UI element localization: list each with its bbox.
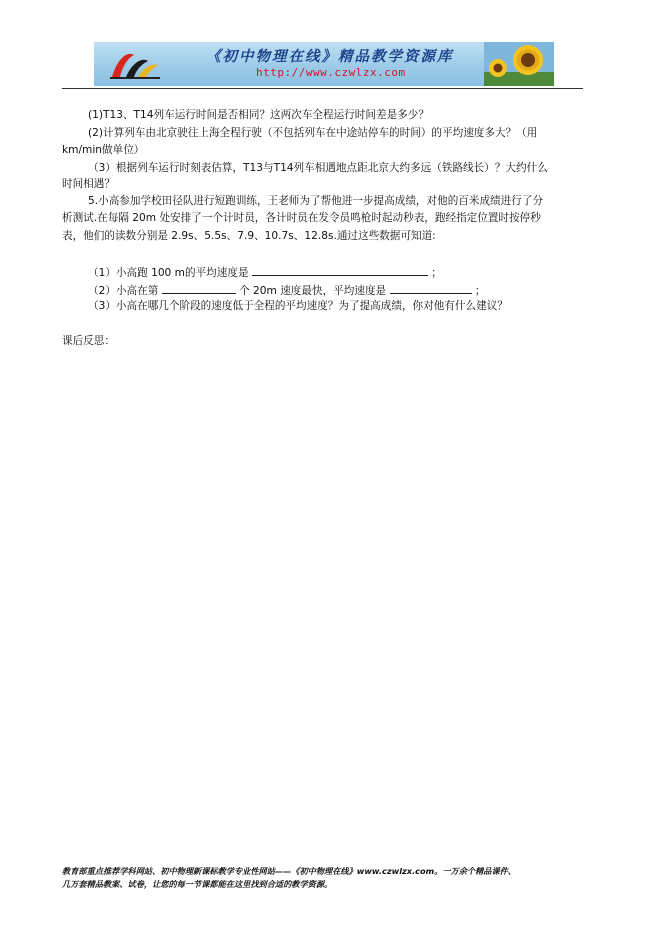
banner-title: 《初中物理在线》精品教学资源库 (206, 48, 454, 65)
sub-question-3: （3）小高在哪几个阶段的速度低于全程的平均速度？为了提高成绩，你对他有什么建议？ (88, 300, 508, 312)
answer-blank-segment-speed[interactable] (390, 283, 472, 294)
question-3-line-2: 时间相遇？ (62, 178, 115, 190)
problem-5-line-1: 5.小高参加学校田径队进行短跑训练，王老师为了帮他进一步提高成绩，对他的百米成绩进行了分 (88, 195, 544, 207)
problem-5-line-2: 析测试.在每隔 20m 处安排了一个计时员，各计时员在发令员鸣枪时起动秒表，跑经指定位置时按停秒 (62, 212, 541, 224)
sunflower-image (484, 42, 554, 86)
answer-blank-avg-speed[interactable] (252, 265, 428, 276)
question-1: (1)T13、T14列车运行时间是否相同？这两次车全程运行时间差是多少？ (88, 109, 429, 121)
problem-5-line-3: 表，他们的读数分别是 2.9s、5.5s、7.9、10.7s、12.8s.通过这些数据可知道: (62, 230, 436, 242)
banner-url[interactable]: http://www.czwlzx.com (256, 66, 406, 79)
sub-question-1-end: ； (431, 267, 442, 279)
header-divider (62, 88, 583, 89)
answer-blank-segment[interactable] (162, 283, 236, 294)
question-2-line-1: (2)计算列车由北京驶往上海全程行驶（不包括列车在中途站停车的时间）的平均速度多大？（用 (88, 127, 538, 139)
header-banner (94, 42, 554, 86)
sub-question-1 (88, 265, 442, 280)
question-2-line-2: km/min做单位） (62, 144, 145, 156)
sub-question-2-mid: 个 20m 速度最快，平均速度是 (239, 285, 387, 297)
site-logo (104, 47, 164, 81)
sub-question-2 (88, 283, 485, 298)
reflection-heading: 课后反思： (62, 335, 115, 347)
footer-line-2: 几万套精品教案、试卷，让您的每一节课都能在这里找到合适的教学资源。 (62, 879, 333, 889)
sub-question-2-end: ； (474, 285, 486, 297)
sub-question-1-text: （1）小高跑 100 m的平均速度是 (88, 267, 249, 279)
question-3-line-1: （3）根据列车运行时刻表估算，T13与T14列车相遇地点距北京大约多远（铁路线长）？大约什么 (88, 162, 548, 174)
sub-question-2-text: （2）小高在第 (88, 285, 159, 297)
footer-line-1: 教育部重点推荐学科网站、初中物理新课标教学专业性网站——《初中物理在线》www.czwlzx.com。一万余个精品课件、 (62, 866, 517, 876)
